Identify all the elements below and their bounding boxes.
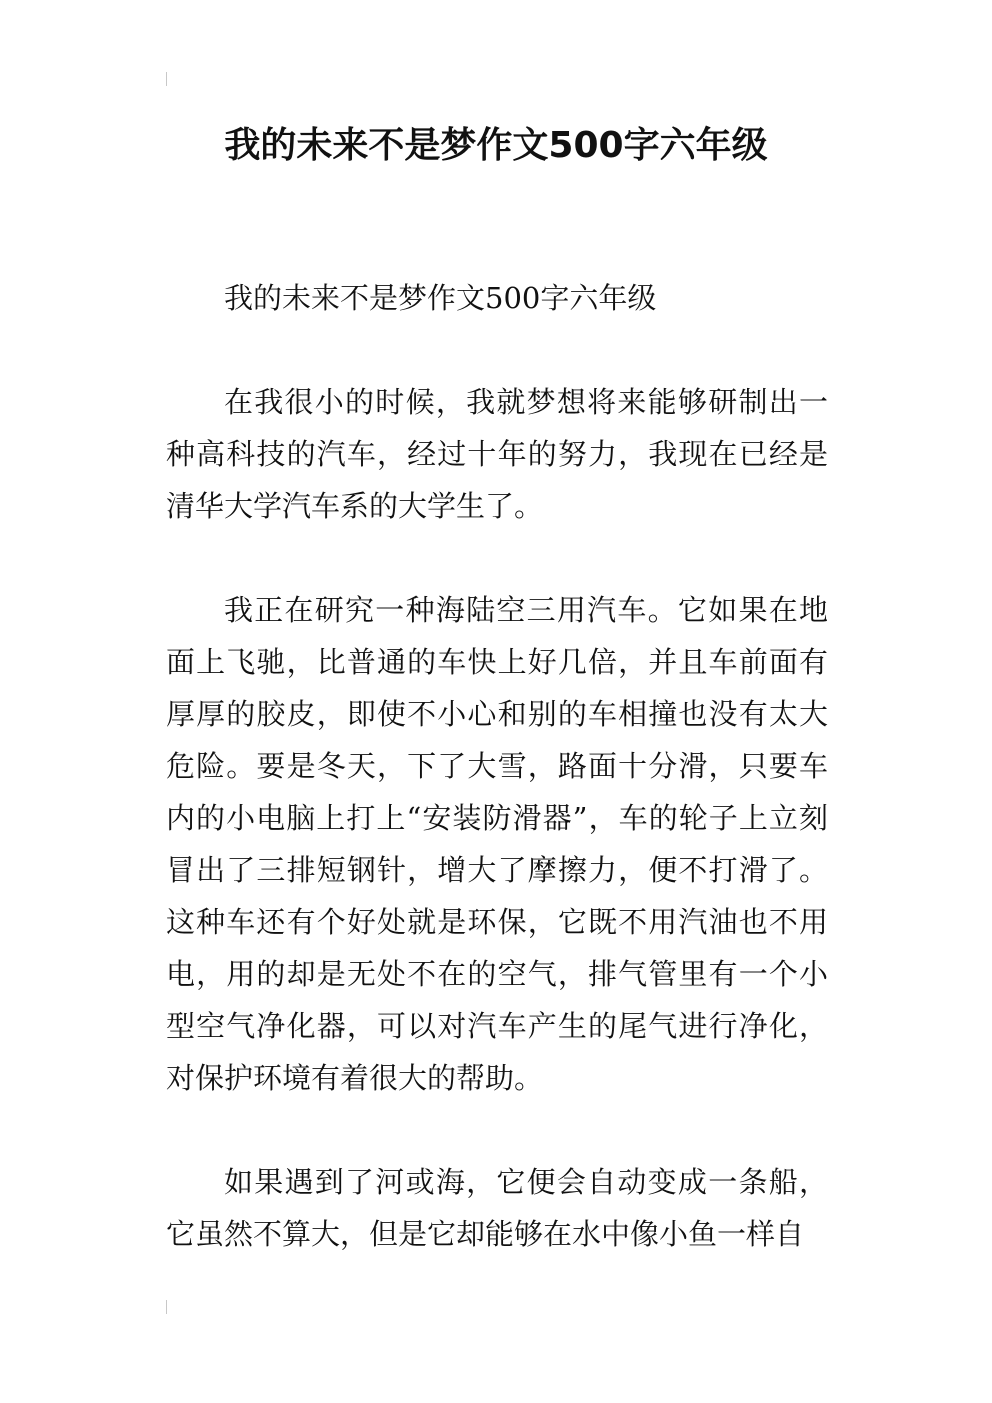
document-body	[166, 272, 828, 1312]
paragraph-3: 如果遇到了河或海，它便会自动变成一条船，它虽然不算大，但是它却能够在水中像小鱼一样自	[166, 1165, 828, 1251]
paragraph-2: 我正在研究一种海陆空三用汽车。它如果在地面上飞驰，比普通的车快上好几倍，并且车前面有厚厚的胶皮，即使不小心和别的车相撞也没有太大危险。要是冬天，下了大雪，路面十分滑，只要车内的小电脑上打上“安装防滑器”，车的轮子上立刻冒出了三排短钢针，增大了摩擦力，便不打滑了。这种车还有个好处就是环保，它既不用汽油也不用电，用的却是无处不在的空气，排气管里有一个小型空气净化器，可以对汽车产生的尾气进行净化，对保护环境有着很大的帮助。	[166, 593, 828, 1095]
document-title: 我的未来不是梦作文500字六年级	[224, 125, 768, 166]
paragraph-subtitle: 我的未来不是梦作文500字六年级	[224, 281, 657, 315]
crop-mark-bottom	[166, 1300, 167, 1314]
paragraph-1: 在我很小的时候，我就梦想将来能够研制出一种高科技的汽车，经过十年的努力，我现在已经是清华大学汽车系的大学生了。	[166, 385, 828, 523]
crop-mark-top	[166, 72, 167, 86]
